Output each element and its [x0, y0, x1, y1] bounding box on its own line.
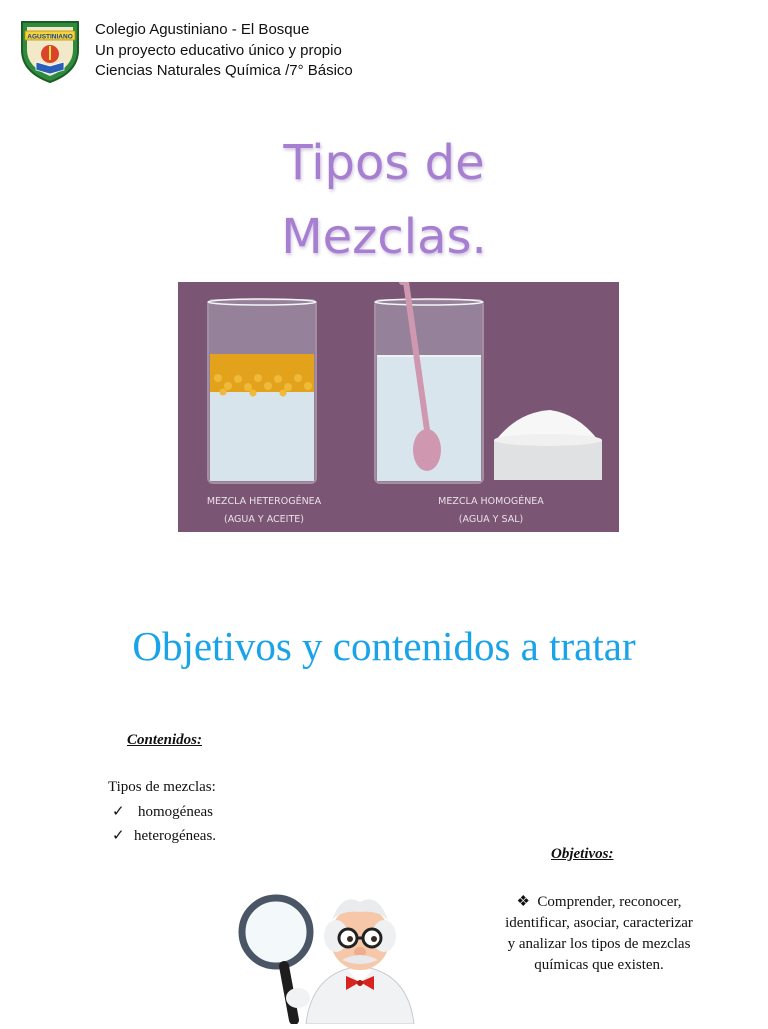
objective-line: químicas que existen. — [534, 957, 664, 973]
objective-line: y analizar los tipos de mezclas — [507, 936, 691, 952]
school-name: Colegio Agustiniano - El Bosque — [95, 21, 310, 38]
check-icon: ✓ — [112, 828, 125, 844]
heterogeneous-glass — [208, 299, 316, 483]
objective-line: identificar, asociar, caracterizar — [505, 915, 693, 931]
school-logo — [18, 16, 82, 84]
course-name: Ciencias Naturales Química /7° Básico — [95, 62, 353, 79]
title-line-2: Mezclas. — [281, 209, 487, 265]
contents-heading: Contenidos: — [127, 732, 203, 748]
left-caption-1: MEZCLA HETEROGÉNEA — [206, 496, 322, 507]
document-header — [95, 20, 353, 82]
objective-line: Comprender, reconocer, — [537, 894, 682, 910]
list-item — [112, 826, 216, 845]
mixtures-illustration — [178, 282, 619, 532]
objectives-text — [488, 892, 710, 976]
svg-text:AGUSTINIANO: AGUSTINIANO — [27, 33, 73, 41]
list-item — [112, 802, 213, 821]
magnifier-icon — [242, 898, 310, 1020]
page-title — [0, 126, 768, 274]
scientist-magnifier-illustration — [232, 880, 432, 1024]
mixture-types-label: Tipos de mezclas: — [108, 779, 216, 795]
list-item-label: heterogéneas. — [134, 828, 217, 844]
section-title: Objetivos y contenidos a tratar — [132, 623, 636, 669]
diamond-bullet-icon: ❖ — [516, 894, 530, 910]
objectives-heading: Objetivos: — [551, 846, 614, 862]
check-icon: ✓ — [112, 804, 125, 820]
right-caption-2: (AGUA Y SAL) — [458, 514, 524, 525]
list-item-label: homogéneas — [138, 804, 213, 820]
title-line-1: Tipos de — [283, 135, 485, 191]
left-caption-2: (AGUA Y ACEITE) — [224, 514, 304, 525]
school-motto: Un proyecto educativo único y propio — [95, 41, 342, 59]
right-caption-1: MEZCLA HOMOGÉNEA — [438, 496, 544, 507]
